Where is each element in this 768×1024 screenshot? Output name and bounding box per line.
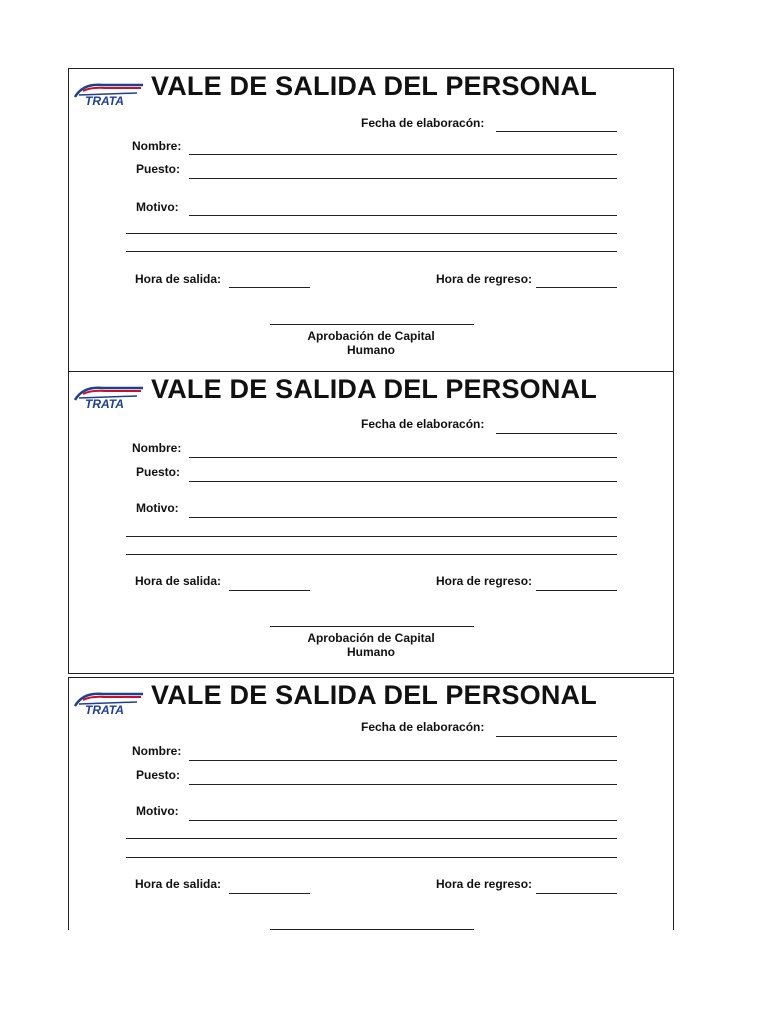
trata-logo xyxy=(71,378,151,410)
nombre-label: Nombre: xyxy=(132,744,182,758)
hora-salida-line[interactable] xyxy=(229,287,310,288)
puesto-field-line[interactable] xyxy=(189,784,617,785)
nombre-field-line[interactable] xyxy=(189,760,617,761)
hora-regreso-label: Hora de regreso: xyxy=(436,272,533,286)
approval-line-1: Aprobación de Capital xyxy=(307,329,435,343)
logo-text: TRATA xyxy=(85,94,124,107)
approval-caption xyxy=(271,329,471,357)
approval-line-1: Aprobación de Capital xyxy=(307,631,435,645)
hora-salida-line[interactable] xyxy=(229,893,310,894)
fecha-field-line[interactable] xyxy=(496,433,617,434)
hora-regreso-line[interactable] xyxy=(536,590,617,591)
trata-logo xyxy=(71,684,151,716)
fecha-label: Fecha de elaboracón: xyxy=(361,116,485,130)
hora-salida-label: Hora de salida: xyxy=(135,574,222,588)
signature-line[interactable] xyxy=(270,324,474,325)
motivo-field-line[interactable] xyxy=(189,820,617,821)
hora-regreso-line[interactable] xyxy=(536,287,617,288)
motivo-field-line[interactable] xyxy=(189,215,617,216)
puesto-label: Puesto: xyxy=(136,465,181,479)
approval-line-2: Humano xyxy=(347,343,395,357)
fecha-field-line[interactable] xyxy=(496,736,617,737)
form-title: VALE DE SALIDA DEL PERSONAL xyxy=(151,374,597,404)
hora-regreso-label: Hora de regreso: xyxy=(436,877,533,891)
motivo-extra-line-1[interactable] xyxy=(126,233,617,234)
nombre-field-line[interactable] xyxy=(189,154,617,155)
motivo-extra-line-1[interactable] xyxy=(126,838,617,839)
motivo-field-line[interactable] xyxy=(189,517,617,518)
hora-salida-line[interactable] xyxy=(229,590,310,591)
motivo-label: Motivo: xyxy=(136,200,179,214)
fecha-field-line[interactable] xyxy=(496,131,617,132)
voucher-1 xyxy=(68,68,674,372)
hora-regreso-label: Hora de regreso: xyxy=(436,574,533,588)
trata-logo xyxy=(71,75,151,107)
voucher-3 xyxy=(68,677,674,930)
puesto-label: Puesto: xyxy=(136,768,181,782)
form-title: VALE DE SALIDA DEL PERSONAL xyxy=(151,680,597,710)
form-title: VALE DE SALIDA DEL PERSONAL xyxy=(151,71,597,101)
puesto-field-line[interactable] xyxy=(189,481,617,482)
nombre-label: Nombre: xyxy=(132,139,182,153)
puesto-label: Puesto: xyxy=(136,162,181,176)
motivo-label: Motivo: xyxy=(136,501,179,515)
hora-regreso-line[interactable] xyxy=(536,893,617,894)
motivo-extra-line-2[interactable] xyxy=(126,251,617,252)
nombre-label: Nombre: xyxy=(132,441,182,455)
motivo-extra-line-1[interactable] xyxy=(126,536,617,537)
puesto-field-line[interactable] xyxy=(189,178,617,179)
approval-line-2: Humano xyxy=(347,645,395,659)
hora-salida-label: Hora de salida: xyxy=(135,877,222,891)
signature-line[interactable] xyxy=(270,929,474,930)
approval-caption xyxy=(271,631,471,659)
motivo-extra-line-2[interactable] xyxy=(126,554,617,555)
fecha-label: Fecha de elaboracón: xyxy=(361,417,485,431)
logo-text: TRATA xyxy=(85,397,124,410)
fecha-label: Fecha de elaboracón: xyxy=(361,720,485,734)
motivo-extra-line-2[interactable] xyxy=(126,857,617,858)
logo-text: TRATA xyxy=(85,703,124,716)
hora-salida-label: Hora de salida: xyxy=(135,272,222,286)
nombre-field-line[interactable] xyxy=(189,457,617,458)
voucher-2 xyxy=(68,372,674,674)
signature-line[interactable] xyxy=(270,626,474,627)
motivo-label: Motivo: xyxy=(136,804,179,818)
